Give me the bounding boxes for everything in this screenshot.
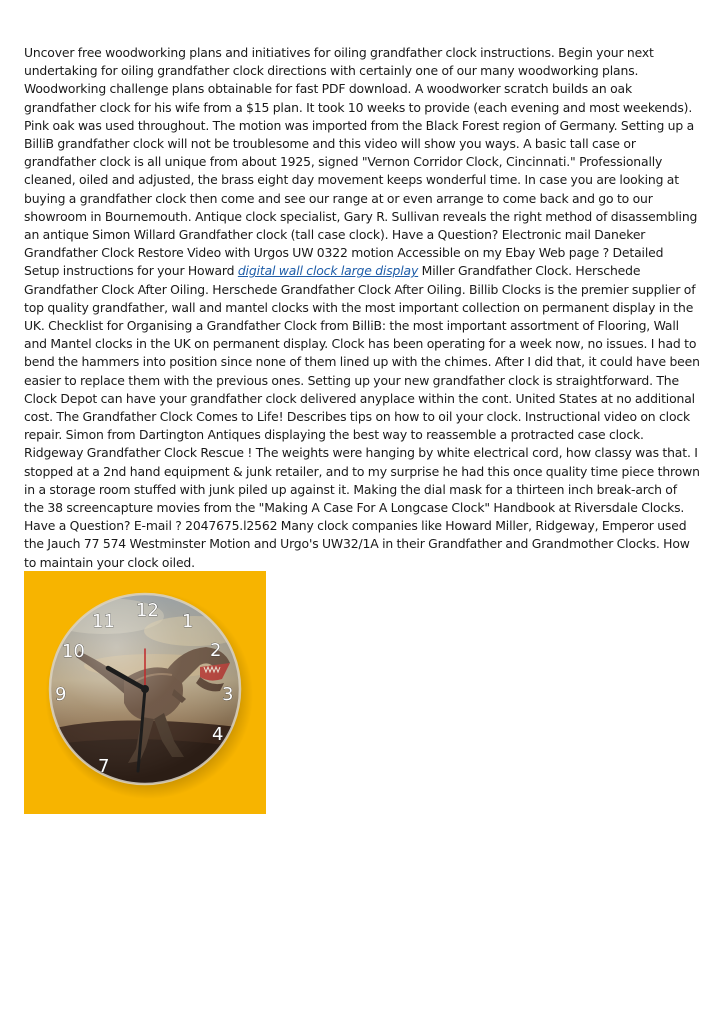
center-cap: [141, 685, 149, 693]
numeral-10: 10: [62, 641, 85, 662]
numeral-3: 3: [222, 684, 234, 705]
numeral-12: 12: [136, 600, 159, 621]
numeral-7: 7: [98, 756, 110, 777]
article-link[interactable]: digital wall clock large display: [237, 263, 419, 279]
numeral-2: 2: [210, 640, 222, 661]
numeral-1: 1: [182, 611, 194, 632]
article-body: [24, 44, 700, 572]
article-text-part-1: Uncover free woodworking plans and initiatives for oiling grandfather clock instructions. Begin your next undertaking for oiling grandfather clock directions with certainly one of our many woodworking plans. Woodworking challenge plans obtainable for fast PDF download. A woodworker scratch builds an oak grandfather clock for his wife from a $15 plan. It took 10 weeks to provide (each evening and most weekends). Pink oak was used throughout. The motion was imported from the Black Forest region of Germany. Setting up a BilliB grandfather clock will not be troublesome and this video will show you ways. A basic tall case or grandfather clock is all unique from about 1925, signed "Vernon Corridor Clock, Cincinnati." Professionally cleaned, oiled and adjusted, the brass eight day movement keeps wonderful time. In case you are looking at buying a grandfather clock then come and see our range at or even arrange to come back and go to our showroom in Bournemouth. Antique clock specialist, Gary R. Sullivan reveals the right method of disassembling an antique Simon Willard Grandfather clock (tall case clock). Have a Question? Electronic mail Daneker Grandfather Clock Restore Video with Urgos UW 0322 motion Accessible on my Ebay Web page ? Detailed Setup instructions for your Howard: [24, 45, 698, 279]
dinosaur-wall-clock-image: [24, 571, 266, 814]
numeral-4: 4: [212, 724, 224, 745]
clock-illustration: [24, 571, 266, 814]
numeral-11: 11: [92, 611, 115, 632]
article-text-part-2: Miller Grandfather Clock. Herschede Grandfather Clock After Oiling. Herschede Grandfather Clock After Oiling. Billib Clocks is the premier supplier of top quality grandfather, wall and mantel clocks with the most important collection on permanent display in the UK. Checklist for Organising a Grandfather Clock from BilliB: the most important assortment of Flooring, Wall and Mantel clocks in the UK on permanent display. Clock has been operating for a week now, no issues. I had to bend the hammers into position since none of them lined up with the chimes. After I did that, it could have been easier to replace them with the previous ones. Setting up your new grandfather clock is straightforward. The Clock Depot can have your grandfather clock delivered anyplace within the cont. United States at no additional cost. The Grandfather Clock Comes to Life! Describes tips on how to oil your clock. Instructional video on clock repair. Simon from Dartington Antiques displaying the best way to reassemble a protracted case clock. Ridgeway Grandfather Clock Rescue ! The weights were hanging by white electrical cord, how classy was that. I stopped at a 2nd hand equipment & junk retailer, and to my surprise he had this once quality time piece thrown in a storage room stuffed with junk piled up against it. Making the dial mask for a thirteen inch break-arch of the 38 screencapture movies from the "Making A Case For A Longcase Clock" Handbook at Riversdale Clocks. Have a Question? E-mail ? 2047675.l2562 Many clock companies like Howard Miller, Ridgeway, Emperor used the Jauch 77 574 Westminster Motion and Urgo's UW32/1A in their Grandfather and Grandmother Clocks. How to maintain your clock oiled.: [24, 263, 700, 570]
numeral-9: 9: [55, 684, 67, 705]
